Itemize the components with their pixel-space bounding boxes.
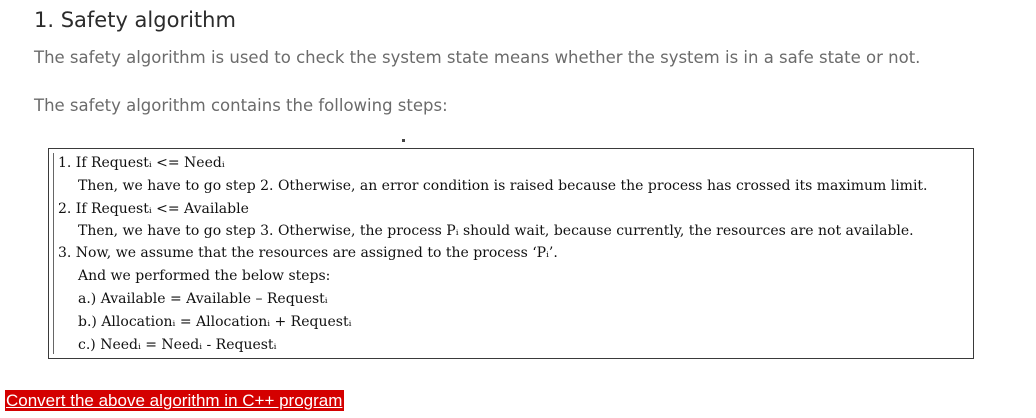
convert-to-cpp-link[interactable]: Convert the above algorithm in C++ program xyxy=(6,391,343,410)
algorithm-step-1-detail: Then, we have to go step 2. Otherwise, an error condition is raised because the process has crossed its maximum limit. xyxy=(78,178,928,194)
algorithm-step-2-detail: Then, we have to go step 3. Otherwise, the process Pᵢ should wait, because currently, the resources are not available. xyxy=(78,223,914,239)
algorithm-image-box xyxy=(48,148,974,359)
algorithm-substep-a: a.) Available = Available – Requestᵢ xyxy=(78,291,328,307)
intro-paragraph: The safety algorithm is used to check the system state means whether the system is in a safe state or not. xyxy=(34,48,921,67)
algorithm-substep-b: b.) Allocationᵢ = Allocationᵢ + Requestᵢ xyxy=(78,314,352,330)
algorithm-step-1: 1. If Requestᵢ <= Needᵢ xyxy=(58,155,225,171)
algorithm-step-3-detail: And we performed the below steps: xyxy=(78,268,331,284)
algorithm-step-2: 2. If Requestᵢ <= Available xyxy=(58,201,249,217)
algorithm-step-3: 3. Now, we assume that the resources are assigned to the process ‘Pᵢ’. xyxy=(58,245,558,261)
steps-intro-paragraph: The safety algorithm contains the following steps: xyxy=(34,96,448,115)
section-heading: 1. Safety algorithm xyxy=(34,8,236,32)
decorative-dot xyxy=(402,139,405,142)
box-left-rule xyxy=(53,153,54,354)
algorithm-substep-c: c.) Needᵢ = Needᵢ - Requestᵢ xyxy=(78,337,277,353)
